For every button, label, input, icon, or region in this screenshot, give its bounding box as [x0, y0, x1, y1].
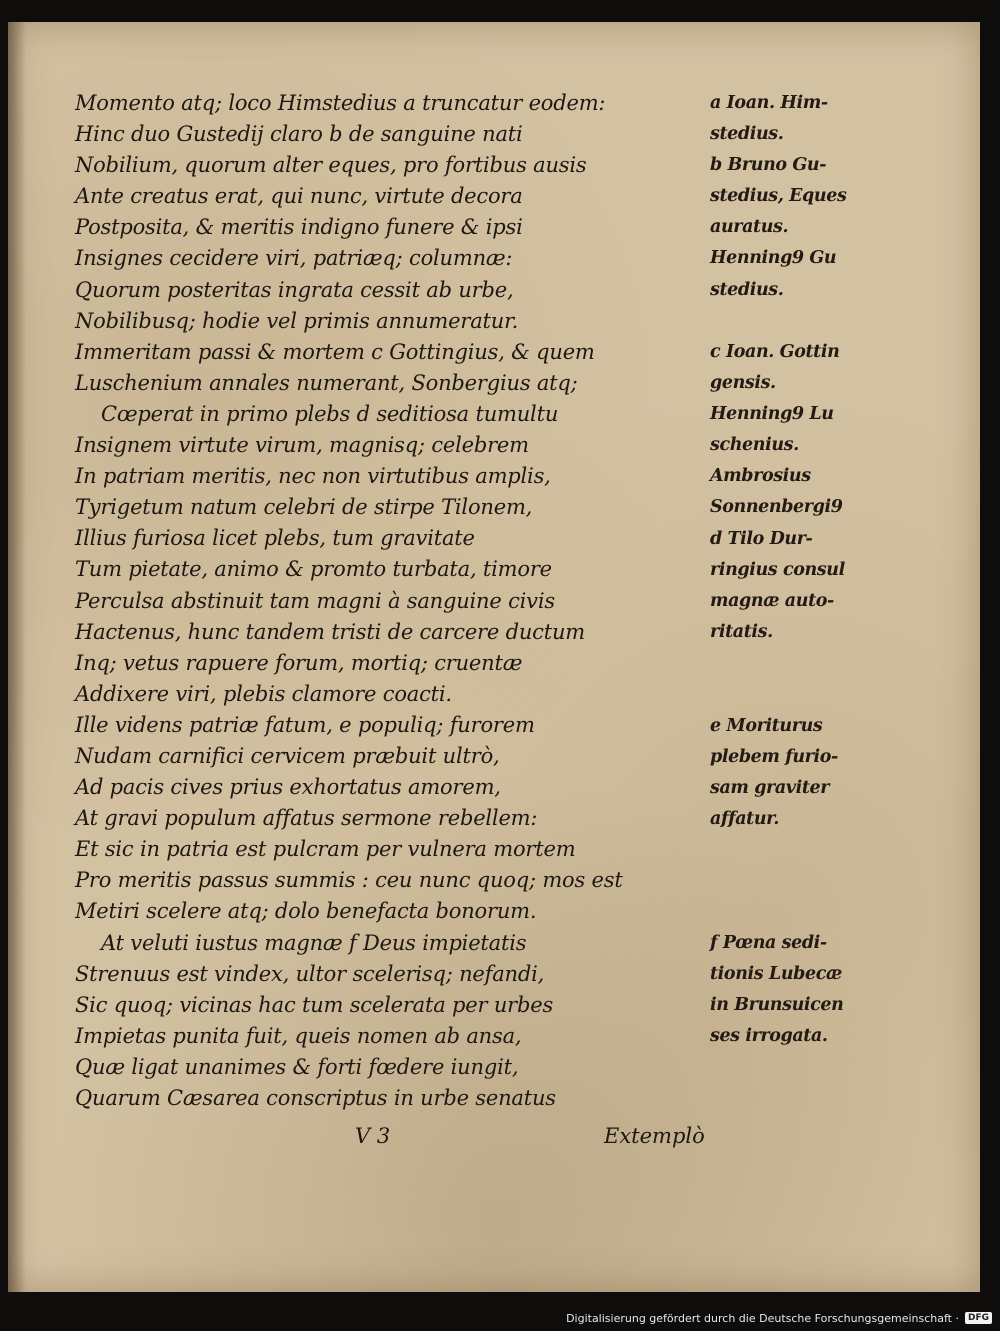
verse-line: Nobilium, quorum alter eques, pro fortibus ausis: [75, 153, 587, 178]
verse-text-block: [75, 88, 675, 1114]
verse-line: Ante creatus erat, qui nunc, virtute decora: [75, 184, 523, 209]
verse-line: Metiri scelere atq; dolo benefacta bonorum.: [75, 899, 537, 924]
verse-line: Cœperat in primo plebs d seditiosa tumultu: [101, 401, 559, 426]
verse-line: Insignem virtute virum, magnisq; celebrem: [75, 433, 529, 458]
verse-line: Momento atq; loco Himstedius a truncatur eodem:: [75, 91, 606, 115]
margin-note-line: magnæ auto-: [710, 590, 834, 611]
margin-note-group-3: [710, 711, 850, 835]
catchword: Extemplò: [604, 1124, 705, 1148]
margin-note-line: plebem furio-: [710, 747, 838, 768]
margin-note-line: affatur.: [710, 809, 780, 830]
page-gutter-shadow: [8, 22, 26, 1292]
verse-line: Quorum posteritas ingrata cessit ab urbe,: [75, 277, 514, 302]
margin-note-line: stedius, Eques: [710, 186, 847, 207]
verse-line: At veluti iustus magnæ f Deus impietatis: [101, 930, 527, 955]
margin-note-line: tionis Lubecæ: [710, 964, 842, 985]
verse-line: Quarum Cæsarea conscriptus in urbe senatus: [75, 1086, 556, 1110]
verse-line: Impietas punita fuit, queis nomen ab ansa,: [75, 1023, 522, 1048]
verse-line: Perculsa abstinuit tam magni à sanguine civis: [75, 588, 555, 613]
verse-line: Ad pacis cives prius exhortatus amorem,: [75, 775, 501, 800]
signature-mark: V 3: [355, 1124, 391, 1148]
margin-note-line: stedius.: [710, 279, 784, 300]
margin-note-line: ses irrogata.: [710, 1026, 828, 1047]
verse-line: Ille videns patriæ fatum, e populiq; furorem: [75, 712, 535, 737]
margin-note-line: ritatis.: [710, 621, 773, 642]
margin-note-line: e Moriturus: [710, 716, 823, 736]
verse-line: Pro meritis passus summis : ceu nunc quoq; mos est: [75, 868, 623, 893]
margin-note-line: gensis.: [710, 373, 776, 394]
margin-note-group-2: [710, 337, 850, 648]
margin-note-line: sam graviter: [710, 778, 830, 799]
page-footer: [0, 1124, 1000, 1158]
verse-line: Insignes cecidere viri, patriæq; columnæ:: [75, 246, 513, 271]
digitization-credit: [566, 1308, 992, 1328]
margin-note-line: ringius consul: [710, 559, 845, 580]
margin-note-line: auratus.: [710, 217, 789, 238]
verse-line: Et sic in patria est pulcram per vulnera mortem: [75, 837, 576, 862]
verse-line: Quæ ligat unanimes & forti fœdere iungit,: [75, 1054, 519, 1079]
verse-line: Addixere viri, plebis clamore coacti.: [75, 681, 452, 706]
margin-note-line: Sonnenbergi9: [710, 497, 843, 518]
verse-line: Inq; vetus rapuere forum, mortiq; cruentæ: [75, 650, 523, 675]
margin-note-line: in Brunsuicen: [710, 995, 844, 1016]
verse-line: Hactenus, hunc tandem tristi de carcere ductum: [75, 619, 585, 644]
verse-line: Immeritam passi & mortem c Gottingius, & quem: [75, 339, 595, 364]
margin-note-line: d Tilo Dur-: [710, 528, 813, 549]
margin-note-line: Henning9 Gu: [710, 248, 837, 269]
margin-note-line: b Bruno Gu-: [710, 155, 827, 176]
margin-note-group-4: [710, 928, 850, 1052]
verse-line: Luschenium annales numerant, Sonbergius atq;: [75, 370, 578, 395]
credit-text: Digitalisierung gefördert durch die Deutsche Forschungsgemeinschaft ·: [566, 1311, 959, 1325]
verse-line: In patriam meritis, nec non virtutibus amplis,: [75, 464, 551, 489]
margin-note-line: schenius.: [710, 435, 799, 456]
margin-note-line: stedius.: [710, 124, 784, 145]
verse-line: Illius furiosa licet plebs, tum gravitate: [75, 526, 475, 551]
margin-note-line: c Ioan. Gottin: [710, 342, 840, 362]
verse-line: Tum pietate, animo & promto turbata, timore: [75, 557, 552, 582]
margin-note-line: a Ioan. Him-: [710, 93, 828, 113]
verse-line: Nudam carnifici cervicem præbuit ultrò,: [75, 743, 500, 768]
verse-line: At gravi populum affatus sermone rebellem:: [75, 806, 538, 831]
verse-line: Postposita, & meritis indigno funere & ipsi: [75, 215, 523, 240]
verse-line: Sic quoq; vicinas hac tum scelerata per urbes: [75, 992, 554, 1017]
margin-note-line: f Pœna sedi-: [710, 933, 827, 953]
dfg-logo: DFG: [965, 1312, 992, 1324]
verse-line: Tyrigetum natum celebri de stirpe Tilonem,: [75, 495, 533, 520]
verse-line: Nobilibusq; hodie vel primis annumeratur.: [75, 308, 519, 333]
margin-note-line: Henning9 Lu: [710, 404, 834, 425]
verse-line: Hinc duo Gustedij claro b de sanguine nati: [75, 122, 523, 147]
margin-note-line: Ambrosius: [710, 466, 811, 487]
verse-line: Strenuus est vindex, ultor scelerisq; nefandi,: [75, 961, 545, 986]
margin-note-group-1: [710, 88, 850, 306]
